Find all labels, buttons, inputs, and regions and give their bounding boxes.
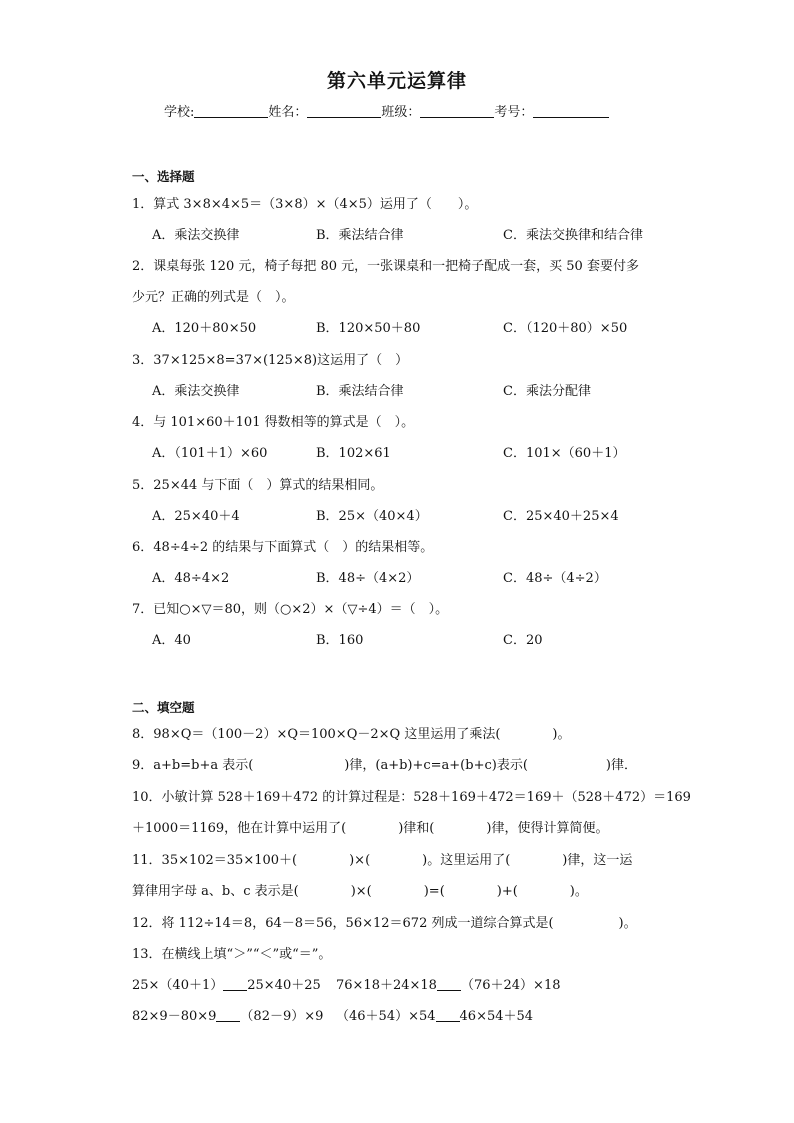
q3-option-a[interactable]: A．乘法交换律 [152, 384, 240, 399]
q13-row-1-b [336, 974, 561, 993]
q3-option-b[interactable]: B．乘法结合律 [316, 384, 404, 399]
q1-option-b[interactable]: B．乘法结合律 [316, 228, 404, 243]
class-blank[interactable] [420, 105, 494, 118]
name-label: 姓名： [268, 105, 308, 120]
question-7: 7．已知○×▽＝80，则（○×2）×（▽÷4）＝（ ）。 [132, 602, 449, 617]
q5-option-c[interactable]: C．25×40＋25×4 [503, 509, 619, 524]
q2-option-c[interactable]: C．（120＋80）×50 [503, 321, 628, 336]
q4-option-c[interactable]: C．101×（60＋1） [503, 446, 626, 461]
q13-row-2 [132, 1005, 323, 1024]
q7-option-c[interactable]: C．20 [503, 633, 543, 648]
question-2-line-2: 少元？正确的列式是（ ）。 [132, 290, 295, 305]
question-12: 12．将 112÷14＝8，64－8＝56，56×12＝672 列成一道综合算式是( )。 [132, 916, 637, 931]
q4-option-b[interactable]: B．102×61 [316, 446, 391, 461]
q13-r1-a-left: 25×（40＋1） [132, 978, 224, 993]
q13-r2-a-right: （82－9）×9 [240, 1009, 324, 1024]
question-6: 6．48÷4÷2 的结果与下面算式（ ）的结果相等。 [132, 540, 434, 555]
page-title: 第六单元运算律 [326, 70, 467, 92]
question-9: 9．a+b=b+a 表示( )律，(a+b)+c=a+(b+c)表示( )律． [132, 758, 637, 773]
q13-r2-a-blank[interactable] [216, 1009, 240, 1022]
question-3: 3．37×125×8=37×(125×8)这运用了（ ） [132, 353, 409, 368]
class-label: 班级： [381, 105, 421, 120]
question-13: 13．在横线上填“＞”“＜”或“＝”。 [132, 947, 332, 962]
question-4: 4．与 101×60＋101 得数相等的算式是（ ）。 [132, 415, 415, 430]
exam-number-blank[interactable] [533, 105, 609, 118]
section-heading-choice: 一、选择题 [132, 169, 195, 184]
q6-option-c[interactable]: C．48÷（4÷2） [503, 571, 607, 586]
q13-r1-b-right: （76＋24）×18 [460, 978, 561, 993]
q13-r2-a-left: 82×9－80×9 [132, 1009, 217, 1024]
question-8: 8．98×Q＝（100－2）×Q＝100×Q－2×Q 这里运用了乘法( )。 [132, 727, 571, 742]
q4-option-a[interactable]: A．（101＋1）×60 [152, 446, 268, 461]
question-10-line-1: 10．小敏计算 528＋169＋472 的计算过程是：528＋169＋472＝169＋（528＋472）＝169 [132, 790, 691, 805]
q1-option-a[interactable]: A．乘法交换律 [152, 228, 240, 243]
q6-option-a[interactable]: A．48÷4×2 [152, 571, 230, 586]
q3-option-c[interactable]: C．乘法分配律 [503, 384, 591, 399]
q1-option-c[interactable]: C．乘法交换律和结合律 [503, 228, 643, 243]
q5-option-b[interactable]: B．25×（40×4） [316, 509, 428, 524]
question-5: 5．25×44 与下面（ ）算式的结果相同。 [132, 478, 384, 493]
q13-row-1 [132, 974, 321, 993]
q13-r1-b-left: 76×18＋24×18 [336, 978, 437, 993]
question-10-line-2: ＋1000＝1169，他在计算中运用了( )律和( )律，使得计算简便。 [132, 821, 609, 836]
q13-row-2-b [336, 1005, 533, 1024]
q13-r2-b-right: 46×54＋54 [459, 1009, 534, 1024]
school-label: 学校: [164, 105, 195, 120]
q6-option-b[interactable]: B．48÷（4×2） [316, 571, 420, 586]
q2-option-b[interactable]: B．120×50＋80 [316, 321, 421, 336]
question-11-line-2: 算律用字母 a、b、c 表示是( )×( )=( )+( )。 [132, 884, 588, 899]
section-heading-fill-in: 二、填空题 [132, 700, 195, 715]
question-2-line-1: 2．课桌每张 120 元，椅子每把 80 元，一张课桌和一把椅子配成一套，买 50 套要付多 [132, 259, 639, 274]
name-blank[interactable] [307, 105, 381, 118]
q13-r1-a-right: 25×40＋25 [247, 978, 321, 993]
question-1: 1．算式 3×8×4×5＝（3×8）×（4×5）运用了（ ）。 [132, 197, 478, 212]
q7-option-a[interactable]: A．40 [152, 633, 191, 648]
q13-r1-a-blank[interactable] [223, 978, 247, 991]
q5-option-a[interactable]: A．25×40＋4 [152, 509, 240, 524]
school-blank[interactable] [194, 105, 268, 118]
question-11-line-1: 11．35×102＝35×100＋( )×( )。这里运用了( )律，这一运 [132, 853, 633, 868]
q2-option-a[interactable]: A．120＋80×50 [152, 321, 257, 336]
q13-r2-b-left: （46＋54）×54 [336, 1009, 436, 1024]
q7-option-b[interactable]: B．160 [316, 633, 364, 648]
student-info-line [164, 101, 609, 120]
exam-number-label: 考号： [494, 105, 534, 120]
q13-r2-b-blank[interactable] [436, 1009, 460, 1022]
q13-r1-b-blank[interactable] [437, 978, 461, 991]
